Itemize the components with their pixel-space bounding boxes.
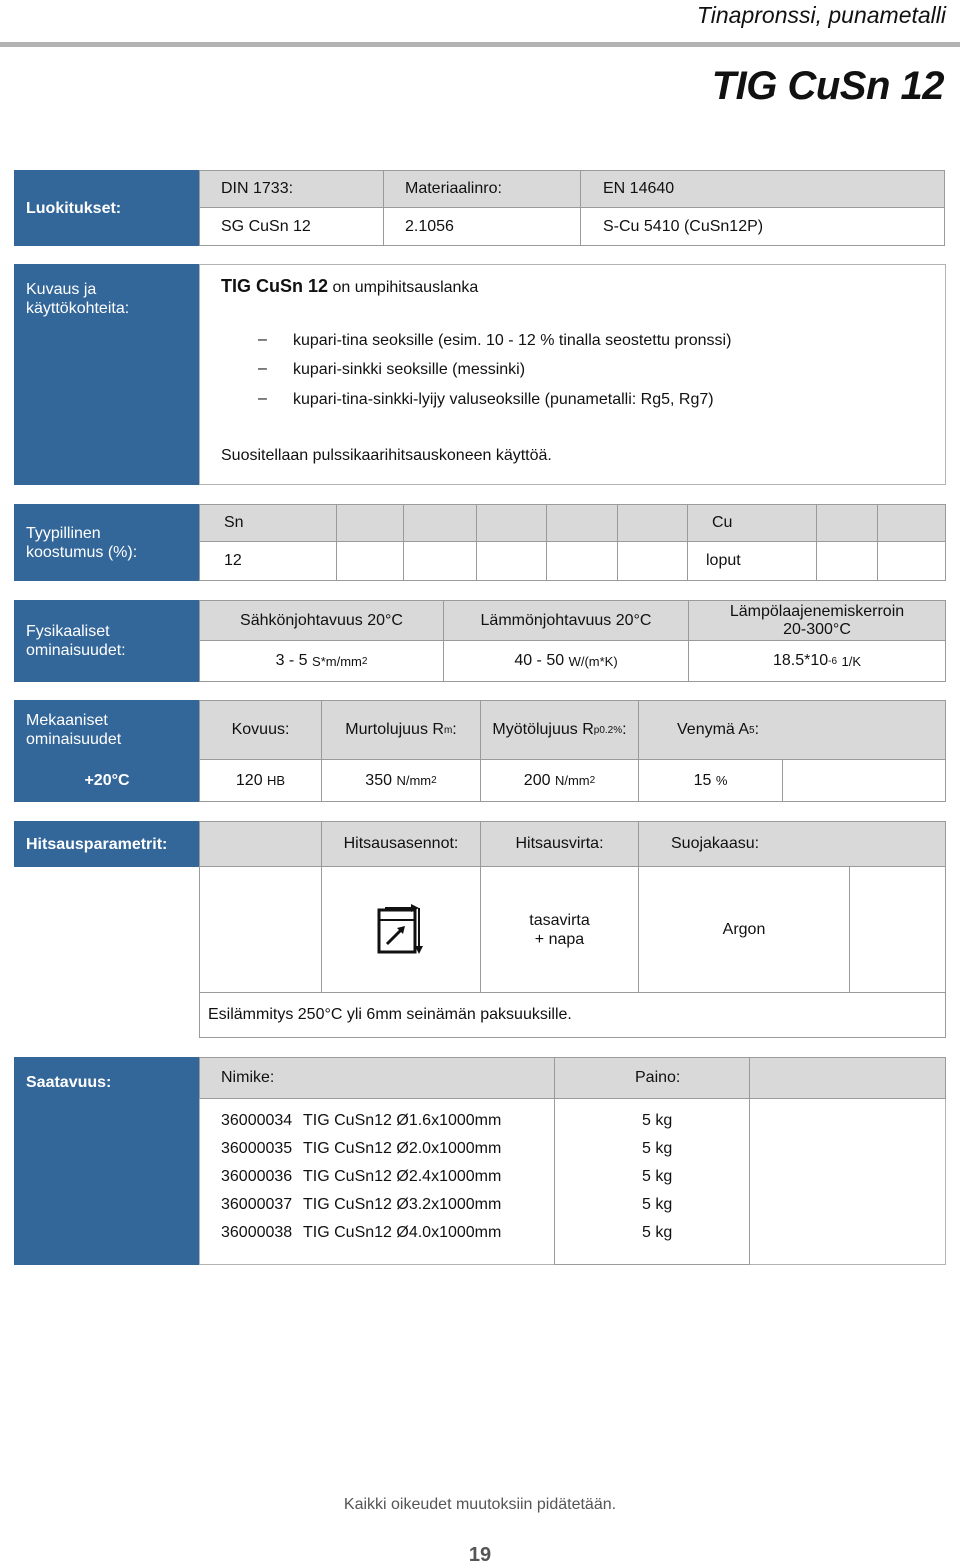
mechanical-label — [14, 700, 199, 760]
mechanical-empty-cell — [782, 759, 946, 802]
composition-empty-cell — [617, 504, 688, 542]
availability-item-name: TIG CuSn12 Ø2.4x1000mm — [303, 1168, 502, 1185]
composition-empty-cell — [403, 541, 477, 581]
composition-empty-cell — [403, 504, 477, 542]
description-dash-1: – — [258, 331, 267, 348]
availability-weight-header: Paino: — [554, 1057, 750, 1099]
header-divider — [0, 42, 960, 47]
welding-gas-value: Argon — [638, 866, 850, 993]
composition-label — [14, 504, 199, 581]
mechanical-hardness-value — [199, 759, 322, 802]
physical-expansion-unit: 1/K — [841, 653, 862, 669]
composition-value-sn: 12 — [199, 541, 337, 581]
physical-label-text: Fysikaaliset ominaisuudet: — [26, 623, 126, 659]
welding-empty-cell — [849, 866, 946, 993]
physical-thermal-value — [443, 640, 689, 682]
welding-gas-header: Suojakaasu: — [638, 821, 946, 867]
availability-item-weight: 5 kg — [642, 1224, 673, 1241]
mechanical-tensile-header — [321, 700, 481, 760]
mechanical-elongation-number: 15 — [693, 771, 712, 789]
mechanical-yield-unit: N/mm — [554, 773, 590, 788]
mechanical-label-text: Mekaaniset ominaisuudet — [26, 712, 122, 748]
description-item-2: kupari-sinkki seoksille (messinki) — [293, 361, 526, 378]
mechanical-yield-header — [480, 700, 639, 760]
physical-thermal-unit: W/(m*K) — [568, 653, 618, 669]
welding-empty-cell — [199, 866, 322, 993]
mechanical-elongation-header — [638, 700, 946, 760]
physical-electrical-unit: S*m/mm — [312, 653, 362, 669]
composition-empty-cell — [546, 541, 618, 581]
description-item-1: kupari-tina seoksille (esim. 10 - 12 % tinalla seostettu pronssi) — [293, 332, 732, 349]
welding-current-value — [480, 866, 639, 993]
mechanical-elongation-colon: : — [754, 721, 760, 738]
availability-item-name: TIG CuSn12 Ø1.6x1000mm — [303, 1112, 502, 1129]
mechanical-hardness-unit: HB — [267, 773, 286, 788]
welding-preheat-note: Esilämmitys 250°C yli 6mm seinämän paksuuksille. — [199, 992, 946, 1038]
welding-empty-header — [199, 821, 322, 867]
availability-item-weight: 5 kg — [642, 1140, 673, 1157]
availability-item-code: 36000035 — [221, 1140, 293, 1157]
mechanical-tensile-value — [321, 759, 481, 802]
composition-empty-cell — [336, 504, 404, 542]
mechanical-yield-colon: : — [622, 721, 627, 738]
physical-thermal-number: 40 - 50 — [514, 652, 565, 669]
description-label — [14, 264, 199, 485]
welding-current-line2: + napa — [534, 930, 585, 948]
description-label-text: Kuvaus ja käyttökohteita: — [26, 281, 130, 317]
classification-header-en: EN 14640 — [580, 170, 945, 208]
composition-empty-cell — [336, 541, 404, 581]
mechanical-hardness-header: Kovuus: — [199, 700, 322, 760]
availability-item-code: 36000037 — [221, 1196, 293, 1213]
product-title: TIG CuSn 12 — [711, 64, 944, 108]
description-intro-text: on umpihitsauslanka — [328, 279, 479, 296]
availability-item-name: TIG CuSn12 Ø4.0x1000mm — [303, 1224, 502, 1241]
physical-expansion-header-line1: Lämpölaajenemiskerroin — [729, 602, 905, 620]
classification-value-material: 2.1056 — [383, 207, 581, 246]
welding-label: Hitsausparametrit: — [14, 821, 199, 867]
physical-electrical-number: 3 - 5 — [275, 652, 308, 669]
composition-empty-cell — [816, 504, 878, 542]
classification-header-din: DIN 1733: — [199, 170, 384, 208]
document-category: Tinapronssi, punametalli — [696, 2, 946, 28]
availability-label: Saatavuus: — [14, 1057, 199, 1265]
welding-position-icon — [375, 902, 427, 958]
classification-label: Luokitukset: — [14, 170, 199, 246]
page-number: 19 — [468, 1544, 492, 1566]
welding-current-line1: tasavirta — [529, 911, 590, 929]
mechanical-yield-number: 200 — [523, 771, 551, 789]
mechanical-tensile-unit: N/mm — [396, 773, 432, 788]
description-dash-3: – — [258, 390, 267, 407]
composition-empty-cell — [816, 541, 878, 581]
availability-item-weight: 5 kg — [642, 1112, 673, 1129]
description-recommendation: Suositellaan pulssikaarihitsauskoneen käyttöä. — [221, 447, 552, 464]
availability-item-code: 36000034 — [221, 1112, 293, 1129]
mechanical-tensile-colon: : — [452, 721, 457, 738]
composition-empty-cell — [877, 541, 946, 581]
composition-element-sn: Sn — [199, 504, 337, 542]
composition-value-cu: loput — [687, 541, 817, 581]
mechanical-elongation-value — [638, 759, 783, 802]
composition-label-text: Tyypillinen koostumus (%): — [26, 524, 138, 561]
availability-name-header: Nimike: — [199, 1057, 555, 1099]
description-dash-2: – — [258, 360, 267, 377]
welding-positions-header: Hitsausasennot: — [321, 821, 481, 867]
description-intro — [221, 276, 478, 297]
mechanical-tensile-number: 350 — [365, 771, 392, 789]
composition-element-cu: Cu — [687, 504, 817, 542]
footer-note: Kaikki oikeudet muutoksiin pidätetään. — [343, 1496, 617, 1513]
physical-electrical-header: Sähkönjohtavuus 20°C — [199, 600, 444, 641]
physical-electrical-unit-exponent: 2 — [361, 655, 368, 667]
mechanical-yield-value — [480, 759, 639, 802]
availability-item-code: 36000038 — [221, 1224, 293, 1241]
welding-current-header: Hitsausvirta: — [480, 821, 639, 867]
composition-empty-cell — [877, 504, 946, 542]
mechanical-temperature: +20°C — [14, 759, 200, 802]
welding-positions-cell — [321, 866, 481, 993]
composition-empty-cell — [617, 541, 688, 581]
physical-label — [14, 600, 199, 682]
mechanical-tensile-unit-exponent: 2 — [431, 775, 437, 786]
description-intro-product: TIG CuSn 12 — [221, 276, 329, 296]
classification-value-en: S-Cu 5410 (CuSn12P) — [580, 207, 945, 246]
classification-header-material: Materiaalinro: — [383, 170, 581, 208]
mechanical-elongation-unit: % — [715, 773, 728, 788]
physical-expansion-header — [688, 600, 946, 641]
mechanical-tensile-subscript: m — [443, 724, 453, 736]
description-item-3: kupari-tina-sinkki-lyijy valuseoksille (punametalli: Rg5, Rg7) — [293, 391, 714, 408]
physical-expansion-exponent: -6 — [828, 655, 838, 667]
mechanical-yield-subscript: p0.2% — [593, 724, 623, 736]
mechanical-yield-unit-exponent: 2 — [589, 775, 596, 786]
physical-expansion-number: 18.5*10 — [772, 652, 829, 669]
availability-item-name: TIG CuSn12 Ø2.0x1000mm — [303, 1140, 502, 1157]
availability-item-weight: 5 kg — [642, 1196, 673, 1213]
availability-item-weight: 5 kg — [642, 1168, 673, 1185]
physical-expansion-value — [688, 640, 946, 682]
composition-empty-cell — [476, 504, 547, 542]
availability-item-code: 36000036 — [221, 1168, 293, 1185]
availability-item-name: TIG CuSn12 Ø3.2x1000mm — [303, 1196, 502, 1213]
mechanical-yield-label: Myötölujuus R — [492, 721, 594, 738]
physical-electrical-value — [199, 640, 444, 682]
mechanical-elongation-label: Venymä A — [677, 721, 750, 738]
availability-empty-header — [749, 1057, 946, 1099]
physical-thermal-header: Lämmönjohtavuus 20°C — [443, 600, 689, 641]
composition-empty-cell — [546, 504, 618, 542]
classification-value-din: SG CuSn 12 — [199, 207, 384, 246]
mechanical-tensile-label: Murtolujuus R — [345, 721, 444, 738]
mechanical-elongation-subscript: 5 — [749, 724, 755, 736]
mechanical-hardness-number: 120 — [235, 771, 263, 789]
physical-expansion-header-line2: 20-300°C — [783, 620, 851, 638]
composition-empty-cell — [476, 541, 547, 581]
